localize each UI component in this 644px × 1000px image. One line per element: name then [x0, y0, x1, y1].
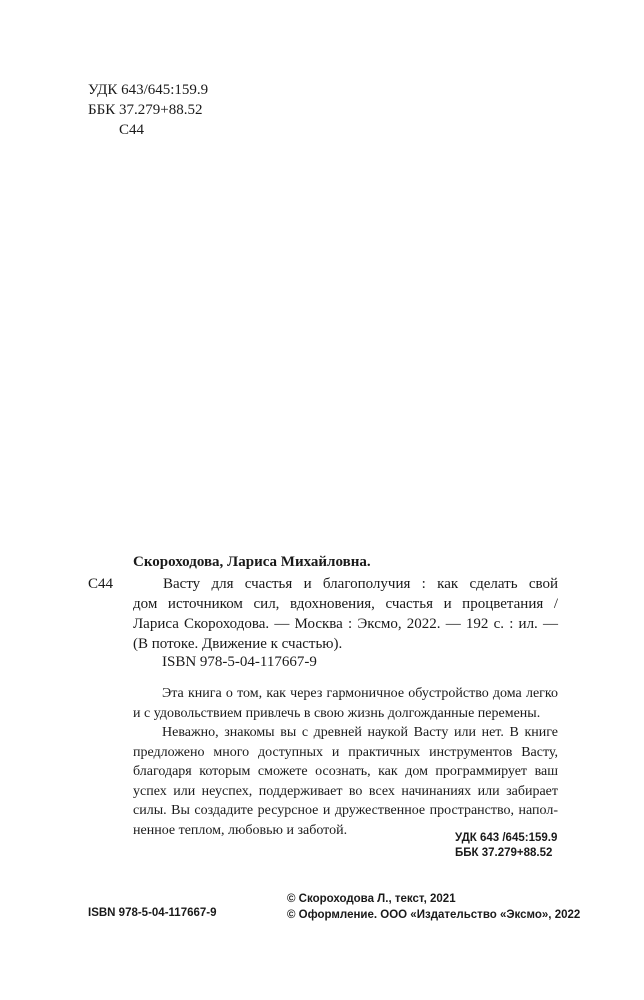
description-line: (В потоке. Движение к счастью). [133, 636, 343, 652]
isbn-footer: ISBN 978-5-04-117667-9 [88, 907, 217, 919]
bbk-code: ББК 37.279+88.52 [88, 102, 203, 118]
annotation-line: успех или неуспех, поддерживает во всех начинаниях или забирает [133, 783, 558, 799]
copyright-text: © Скороходова Л., текст, 2021 [287, 893, 456, 905]
annotation-line: благодаря которым сможете осознать, как дом программирует ваш [133, 764, 558, 779]
annotation-line: ненное теплом, любовью и заботой. [133, 822, 348, 838]
description-line: дом источником сил, вдохновения, счастья и процветания / [133, 596, 558, 612]
udk-code-bottom: УДК 643 /645:159.9 [455, 832, 558, 844]
bbk-code-bottom: ББК 37.279+88.52 [455, 847, 553, 859]
cutter-code: С44 [119, 122, 145, 138]
copyright-block [287, 891, 580, 923]
description-line: Лариса Скороходова. — Москва : Эксмо, 2022. — 192 с. : ил. — [133, 616, 558, 632]
copyright-design: © Оформление. ООО «Издательство «Эксмо», 2022 [287, 909, 581, 921]
annotation-line: и с удовольствием привлечь в свою жизнь долгожданные перемены. [133, 705, 541, 721]
author-heading: Скороходова, Лариса Михайловна. [133, 554, 371, 570]
description-line: Васту для счастья и благополучия : как сделать свой [163, 576, 558, 592]
top-classification-codes [88, 80, 208, 140]
bibliographic-description [133, 574, 558, 654]
annotation [133, 684, 558, 840]
isbn-record: ISBN 978-5-04-117667-9 [162, 654, 317, 670]
annotation-line: силы. Вы создадите ресурсное и дружественное пространство, напол- [133, 803, 558, 818]
annotation-line: предложено много доступных и практичных инструментов Васту, [133, 744, 558, 760]
udk-code: УДК 643/645:159.9 [88, 82, 209, 98]
bottom-classification-codes [455, 831, 557, 861]
cutter-sign: С44 [88, 576, 114, 592]
annotation-line: Неважно, знакомы вы с древней наукой Васту или нет. В книге [162, 725, 558, 740]
annotation-line: Эта книга о том, как через гармоничное обустройство дома легко [162, 686, 558, 701]
